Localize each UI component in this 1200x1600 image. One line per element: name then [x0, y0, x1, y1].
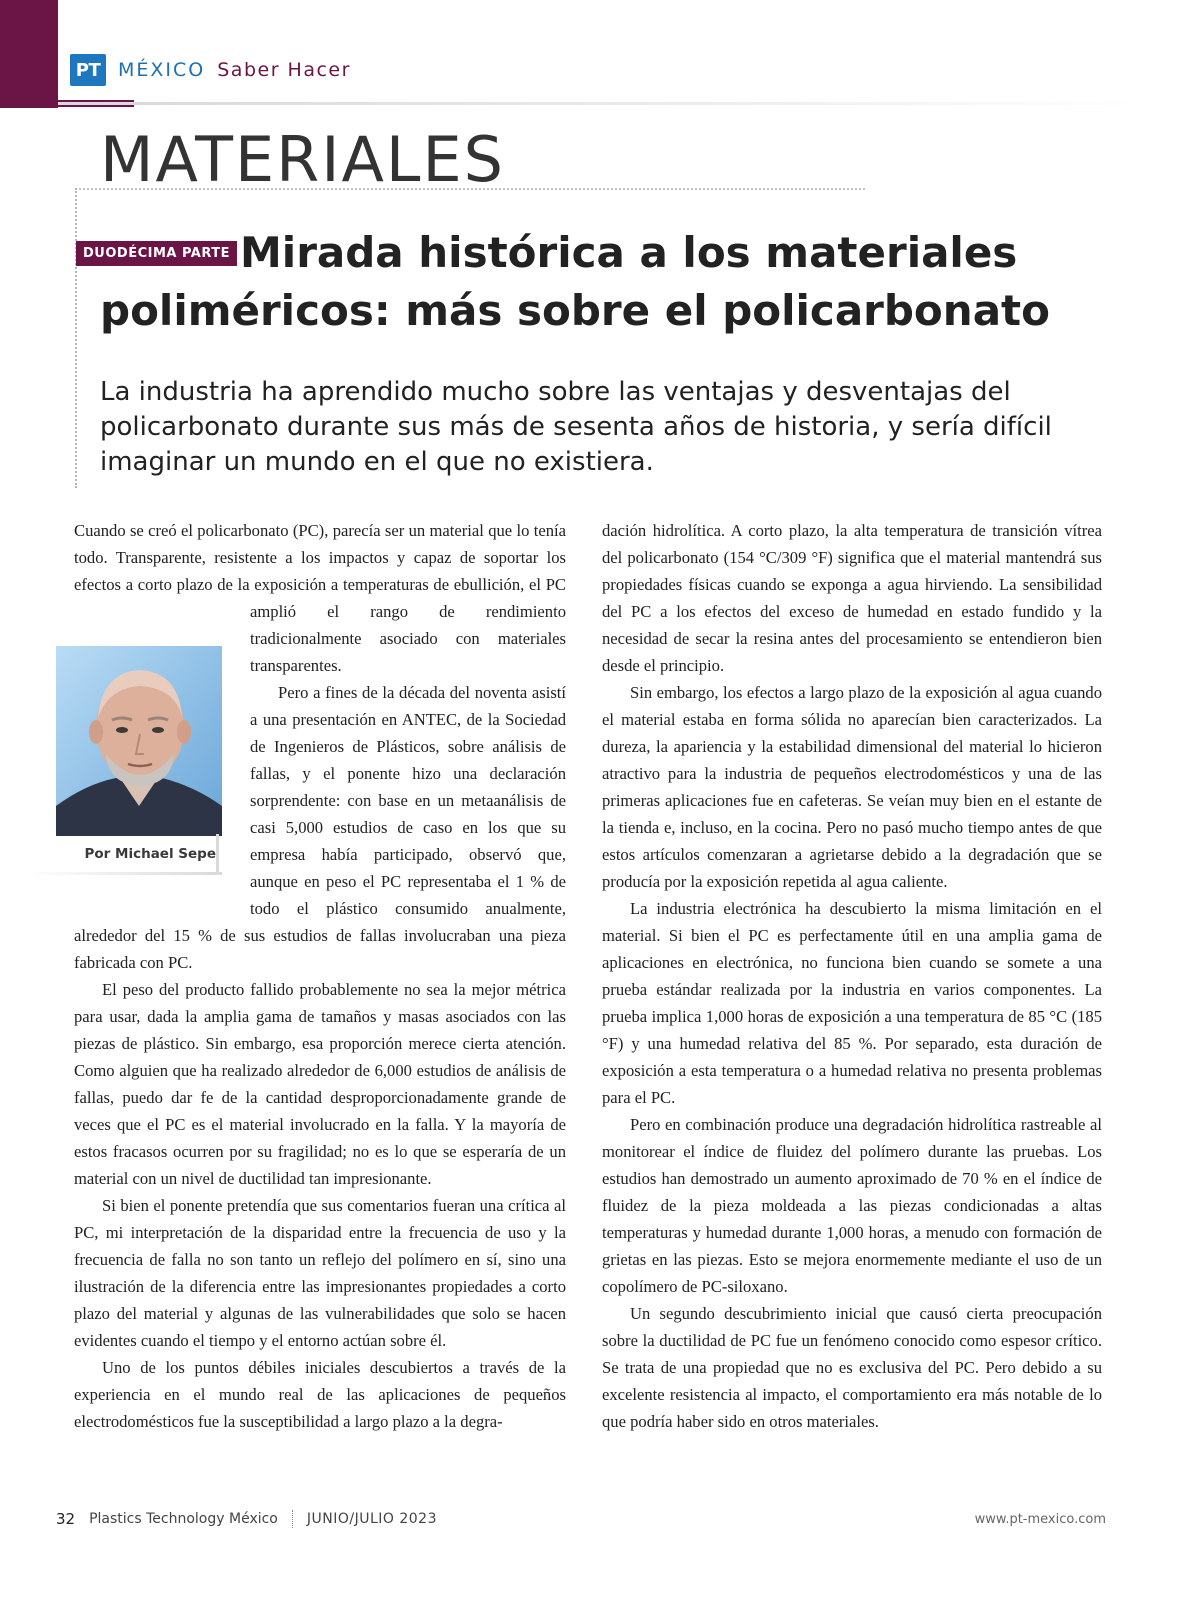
header-country: MÉXICO	[118, 59, 206, 81]
dotted-rule-horizontal	[75, 188, 865, 190]
website-link[interactable]: www.pt-mexico.com	[974, 1511, 1106, 1527]
body-paragraph: Sin embargo, los efectos a largo plazo de la exposición al agua cuando el material estaba en forma sólida no aparecían bien caracterizados. La dureza, la apariencia y la estabilidad dimensional del material lo hicieron atractivo para la industria de pequeños electrodomésticos y una de las primeras aplicaciones fue en cafeteras. Se veían muy bien en el estante de la tienda e, incluso, en la cocina. Pero no pasó mucho tiempo antes de que estos artículos comenzaran a agrietarse debido a la degradación que se producía por la exposición repetida al agua caliente.	[602, 683, 1102, 891]
dotted-rule-vertical	[75, 188, 77, 488]
page-number: 32	[56, 1510, 76, 1528]
pt-logo: PT	[70, 54, 106, 86]
body-paragraph: Uno de los puntos débiles iniciales descubiertos a través de la experiencia en el mundo real de las aplicaciones de pequeños electrodomésticos fue la susceptibilidad a largo plazo a la degra-	[74, 1358, 566, 1431]
publication-name: Plastics Technology México	[89, 1511, 278, 1527]
series-part-badge: DUODÉCIMA PARTE	[76, 241, 237, 266]
issue-date: JUNIO/JULIO 2023	[306, 1511, 437, 1527]
body-paragraph: Si bien el ponente pretendía que sus comentarios fueran una crítica al PC, mi interpretación de la disparidad entre la frecuencia de uso y la frecuencia de falla no son tanto un reflejo del polímero en sí, sino una ilustración de la diferencia entre las impresionantes propiedades a corto plazo del material y algunas de las vulnerabilidades que solo se hacen evidentes cuando el tiempo y el entorno actúan sobre él.	[74, 1196, 566, 1350]
author-byline: Por Michael Sepe	[84, 846, 216, 862]
body-paragraph: Un segundo descubrimiento inicial que causó cierta preocupación sobre la ductilidad de PC fue un fenómeno conocido como espesor crítico. Se trata de una propiedad que no es exclusiva del PC. Pero debido a su excelente resistencia al impacto, el comportamiento era más notable de lo que podría haber sido en otros materiales.	[602, 1304, 1102, 1431]
body-paragraph: Pero en combinación produce una degradación hidrolítica rastreable al monitorear el índice de fluidez del polímero durante las pruebas. Los estudios han demostrado un aumento aproximado de 70 % en el índice de fluidez de la pieza moldeada a las piezas condicionadas a altas temperaturas y humedad durante 1,000 horas, a menudo con formación de grietas en las piezas. Esto se mejora enormemente mediante el uso de un copolímero de PC-siloxano.	[602, 1115, 1102, 1296]
header-section: Saber Hacer	[217, 59, 351, 81]
section-title: MATERIALES	[100, 123, 505, 196]
body-column-right	[602, 517, 1102, 1435]
footer-divider	[292, 1510, 293, 1528]
header-rule	[58, 102, 1158, 105]
page-footer	[56, 1508, 1106, 1530]
body-paragraph: dación hidrolítica. A corto plazo, la alta temperatura de transición vítrea del policarbonato (154 °C/309 °F) significa que el material mantendrá sus propiedades físicas cuando se exponga a agua hirviendo. La sensibilidad del PC a los efectos del exceso de humedad en estado fundido y la necesidad de secar la resina antes del procesamiento se entendieron bien desde el principio.	[602, 521, 1102, 675]
float-anchor-spacer	[74, 598, 250, 922]
body-paragraph: La industria electrónica ha descubierto la misma limitación en el material. Si bien el PC es perfectamente útil en una amplia gama de aplicaciones en electrónica, no funciona bien cuando se somete a una prueba estándar realizada por la industria en varios componentes. La prueba implica 1,000 horas de exposición a una temperatura de 85 °C (185 °F) y una humedad relativa del 85 %. Por separado, esta duración de exposición a esta temperatura o a humedad relativa no presenta problemas para el PC.	[602, 899, 1102, 1107]
body-paragraph: Pero a fines de la década del noventa asistí a una presentación en ANTEC, de la Sociedad de Ingenieros de Plásticos, sobre análisis de fallas, y el ponente hizo una declaración sorprendente: con base en un metaanálisis de casi 5,000 estudios de caso en los que su empresa había participado, observó que, aunque en peso el PC representaba el 1 % de todo el plástico consumido anualmente, alrededor del 15 % de sus estudios de fallas involucraban una pieza fabricada con PC.	[74, 683, 566, 972]
body-column-left	[74, 517, 566, 1435]
running-header	[70, 54, 351, 86]
header-accent-band	[0, 0, 58, 108]
body-paragraph: El peso del producto fallido probablemente no sea la mejor métrica para usar, dada la amplia gama de tamaños y masas asociados con las piezas de plástico. Sin embargo, esa proporción merece cierta atención. Como alguien que ha realizado alrededor de 6,000 estudios de análisis de fallas, puedo dar fe de la cantidad desproporcionadamente grande de veces que el PC es el material involucrado en la falla. Y la mayoría de estos fracasos ocurren por su fragilidad; no es lo que se esperaría de un material con un nivel de ductilidad tan impresionante.	[74, 980, 566, 1188]
article-deck: La industria ha aprendido mucho sobre las ventajas y desventajas del policarbonato durante sus más de sesenta años de historia, y sería difícil imaginar un mundo en el que no existiera.	[100, 377, 1052, 477]
article-headline: Mirada histórica a los materiales poliméricos: más sobre el policarbonato	[100, 228, 1050, 335]
body-paragraph: Cuando se creó el policarbonato (PC), parecía ser un material que lo tenía todo. Transparente, resistente a los impactos y capaz de soportar los efectos a corto plazo de la exposición a temperaturas de ebullición, el PC amplió el rango de rendimiento tradicionalmente asociado con materiales transparentes.	[74, 521, 566, 675]
